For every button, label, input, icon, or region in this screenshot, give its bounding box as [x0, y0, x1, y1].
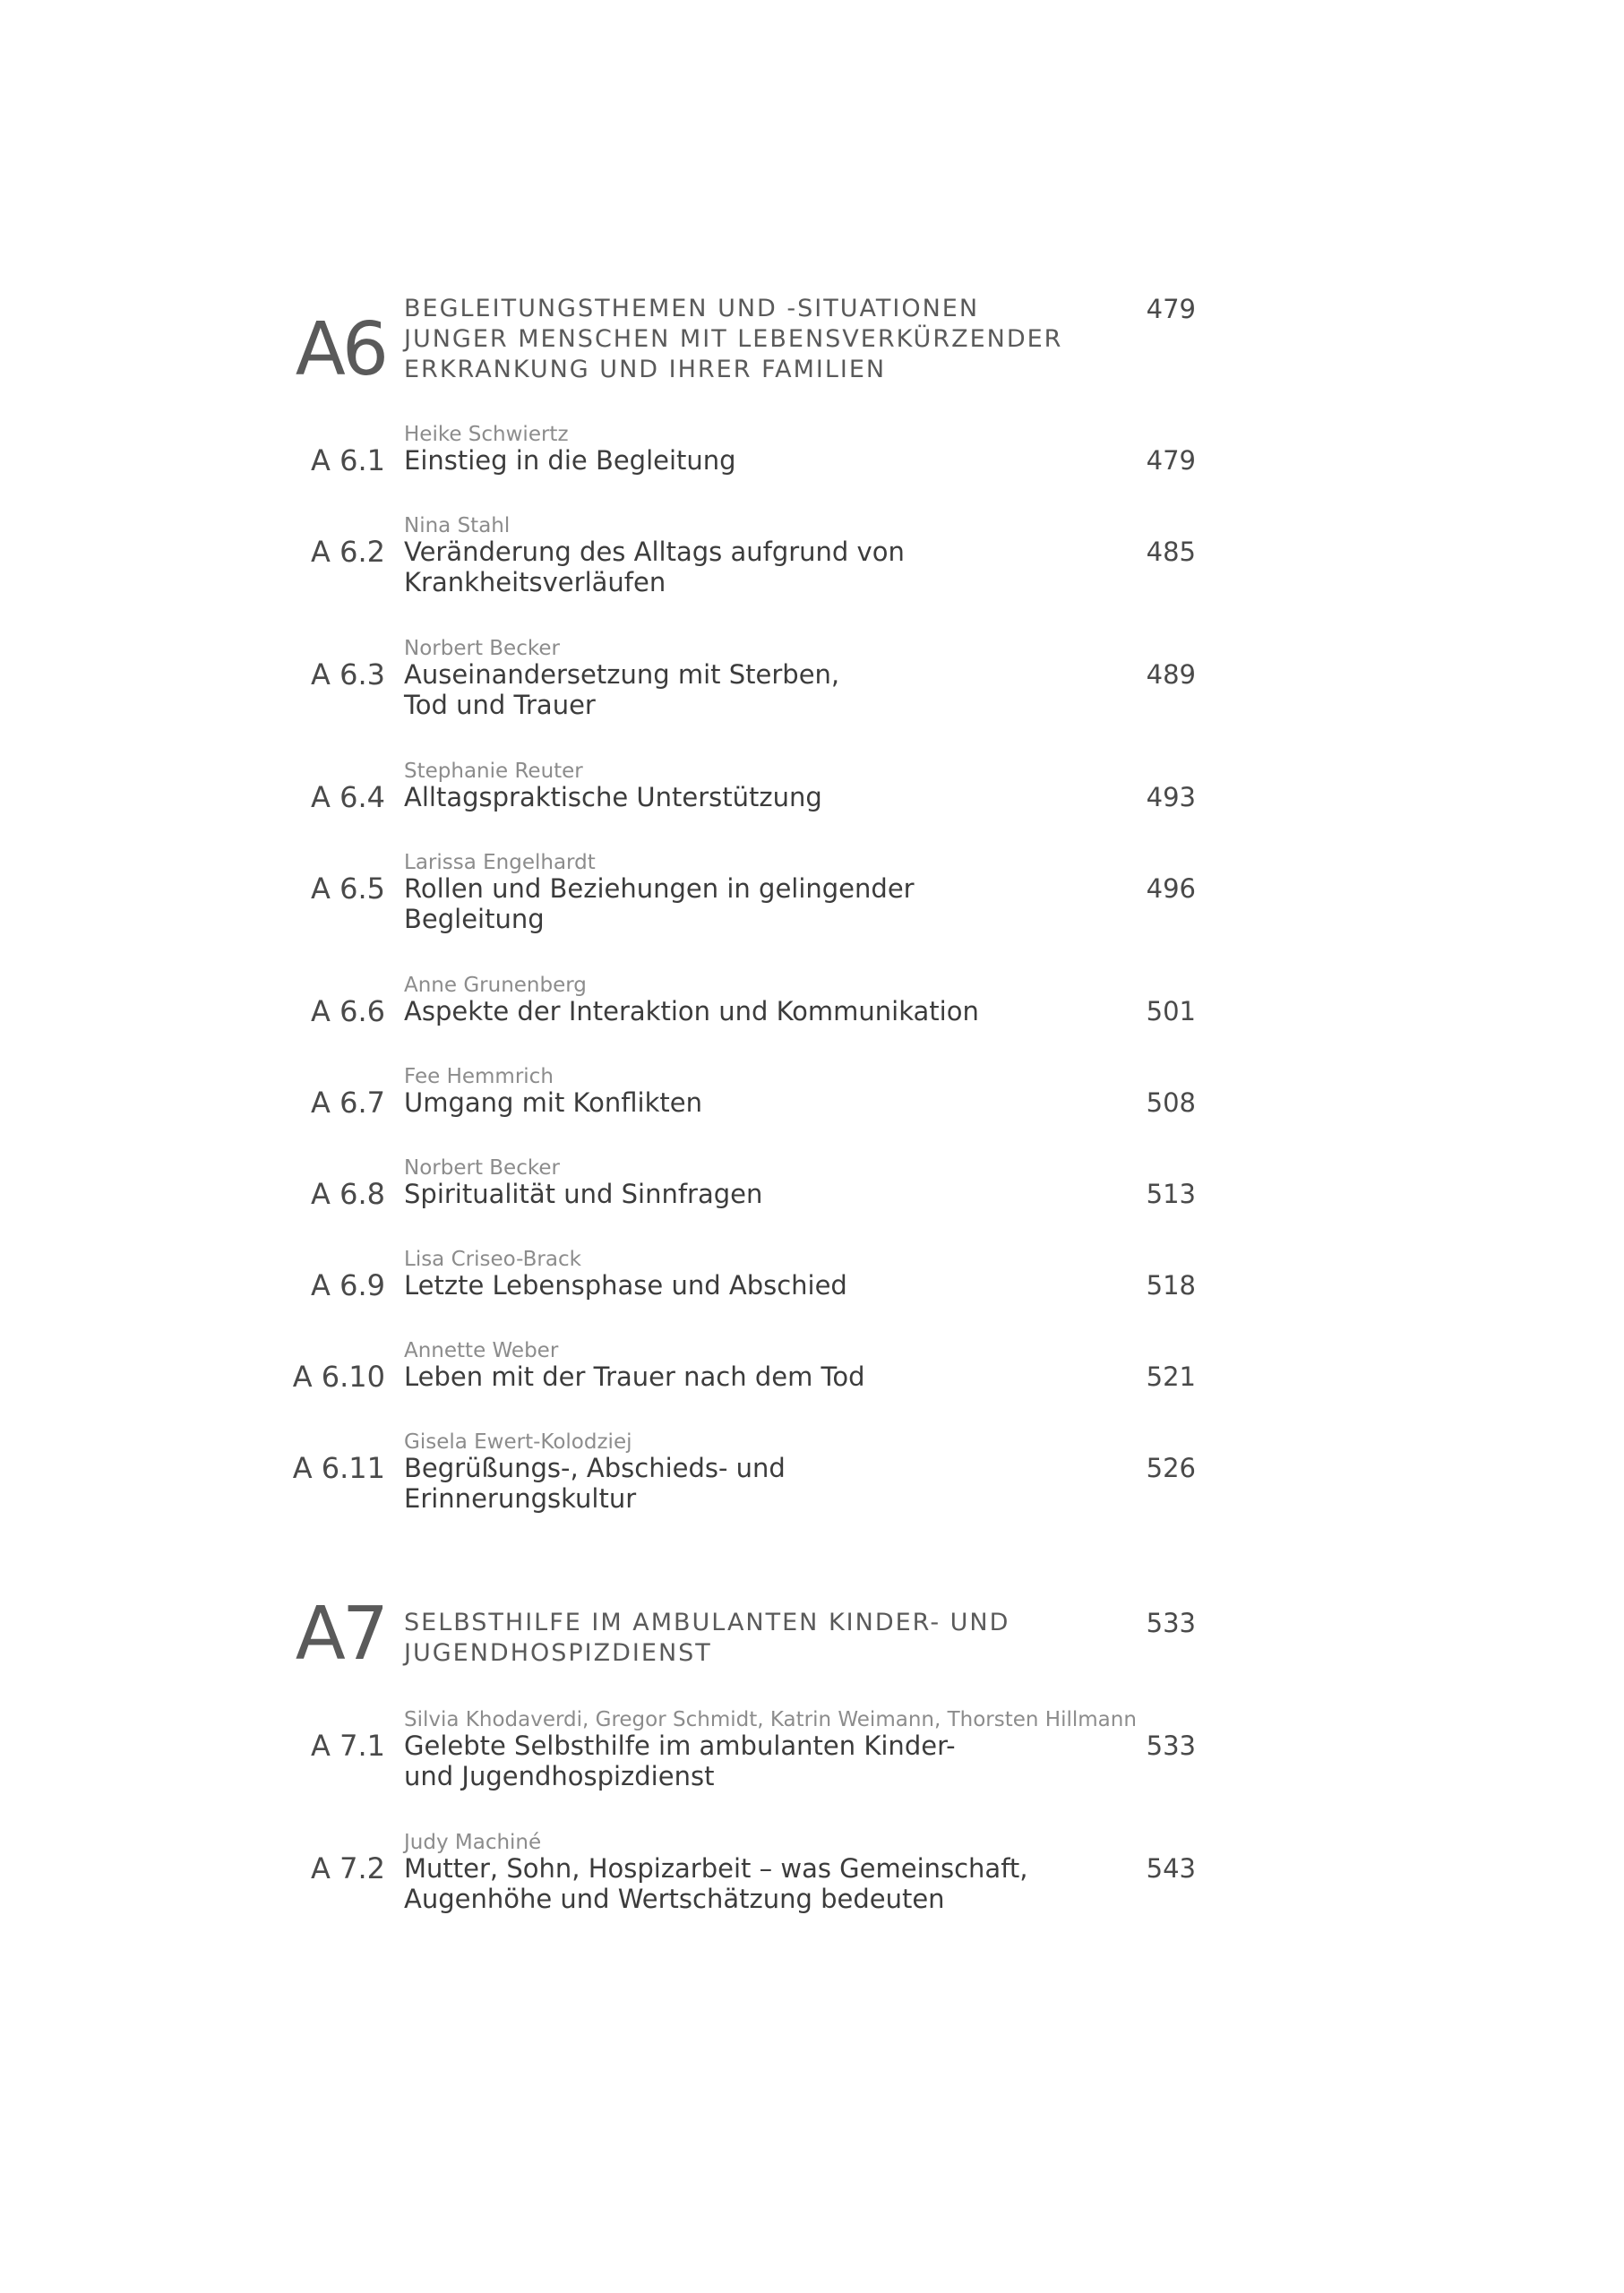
- section-title[interactable]: Mutter, Sohn, Hospizarbeit – was Gemeinschaft, Augenhöhe und Wertschätzung bedeuten: [404, 1853, 1028, 1914]
- section-title[interactable]: Aspekte der Interaktion und Kommunikation: [404, 996, 979, 1026]
- section-title[interactable]: Umgang mit Konflikten: [404, 1087, 702, 1118]
- section-title[interactable]: Auseinandersetzung mit Sterben, Tod und Trauer: [404, 659, 840, 720]
- section-page: 533: [1146, 1730, 1196, 1761]
- section-author: Annette Weber: [404, 1339, 559, 1362]
- section-page: 513: [1146, 1179, 1196, 1209]
- section-number: A 6.2: [311, 535, 385, 569]
- section-author: Silvia Khodaverdi, Gregor Schmidt, Katrin Weimann, Thorsten Hillmann: [404, 1708, 1137, 1731]
- section-author: Norbert Becker: [404, 1156, 560, 1180]
- section-number: A 6.8: [311, 1177, 385, 1211]
- chapter-title: BEGLEITUNGSTHEMEN UND -SITUATIONEN JUNGER MENSCHEN MIT LEBENSVERKÜRZENDER ERKRANKUNG UND IHRER FAMILIEN: [404, 295, 1063, 383]
- chapter-number: A6: [295, 307, 385, 392]
- section-page: 496: [1146, 873, 1196, 904]
- section-number: A 6.1: [311, 443, 385, 477]
- section-number: A 6.5: [311, 872, 385, 906]
- chapter-title: SELBSTHILFE IM AMBULANTEN KINDER- UND JUGENDHOSPIZDIENST: [404, 1609, 1010, 1667]
- section-title[interactable]: Gelebte Selbsthilfe im ambulanten Kinder- und Jugendhospizdienst: [404, 1730, 956, 1791]
- section-author: Judy Machiné: [404, 1831, 542, 1854]
- section-title[interactable]: Letzte Lebensphase und Abschied: [404, 1270, 847, 1301]
- section-author: Fee Hemmrich: [404, 1065, 554, 1088]
- section-number: A 6.6: [311, 994, 385, 1028]
- section-number: A 7.2: [311, 1851, 385, 1885]
- section-page: 489: [1146, 659, 1196, 690]
- section-page: 521: [1146, 1361, 1196, 1392]
- section-number: A 6.3: [311, 657, 385, 691]
- section-title[interactable]: Spiritualität und Sinnfragen: [404, 1179, 763, 1209]
- section-page: 479: [1146, 445, 1196, 476]
- section-author: Lisa Criseo-Brack: [404, 1248, 581, 1271]
- section-page: 493: [1146, 782, 1196, 812]
- chapter-page: 479: [1146, 294, 1196, 324]
- section-author: Gisela Ewert-Kolodziej: [404, 1430, 632, 1454]
- section-author: Nina Stahl: [404, 514, 511, 537]
- section-number: A 6.4: [311, 780, 385, 814]
- section-number: A 6.11: [292, 1451, 385, 1485]
- chapter-number: A7: [295, 1592, 385, 1677]
- section-title[interactable]: Einstieg in die Begleitung: [404, 445, 736, 476]
- section-page: 508: [1146, 1087, 1196, 1118]
- section-title[interactable]: Leben mit der Trauer nach dem Tod: [404, 1361, 865, 1392]
- section-number: A 6.9: [311, 1268, 385, 1302]
- section-title[interactable]: Rollen und Beziehungen in gelingender Begleitung: [404, 873, 915, 934]
- section-author: Norbert Becker: [404, 637, 560, 660]
- chapter-page: 533: [1146, 1608, 1196, 1638]
- section-author: Stephanie Reuter: [404, 760, 583, 783]
- section-author: Larissa Engelhardt: [404, 851, 596, 874]
- section-author: Heike Schwiertz: [404, 423, 569, 446]
- section-page: 526: [1146, 1453, 1196, 1483]
- section-number: A 6.7: [311, 1086, 385, 1120]
- section-page: 543: [1146, 1853, 1196, 1884]
- section-author: Anne Grunenberg: [404, 974, 587, 997]
- section-title[interactable]: Veränderung des Alltags aufgrund von Krankheitsverläufen: [404, 537, 905, 597]
- section-title[interactable]: Alltagspraktische Unterstützung: [404, 782, 822, 812]
- section-title[interactable]: Begrüßungs-, Abschieds- und Erinnerungskultur: [404, 1453, 786, 1514]
- section-page: 485: [1146, 537, 1196, 567]
- section-page: 518: [1146, 1270, 1196, 1301]
- section-number: A 6.10: [292, 1360, 385, 1394]
- section-number: A 7.1: [311, 1729, 385, 1763]
- section-page: 501: [1146, 996, 1196, 1026]
